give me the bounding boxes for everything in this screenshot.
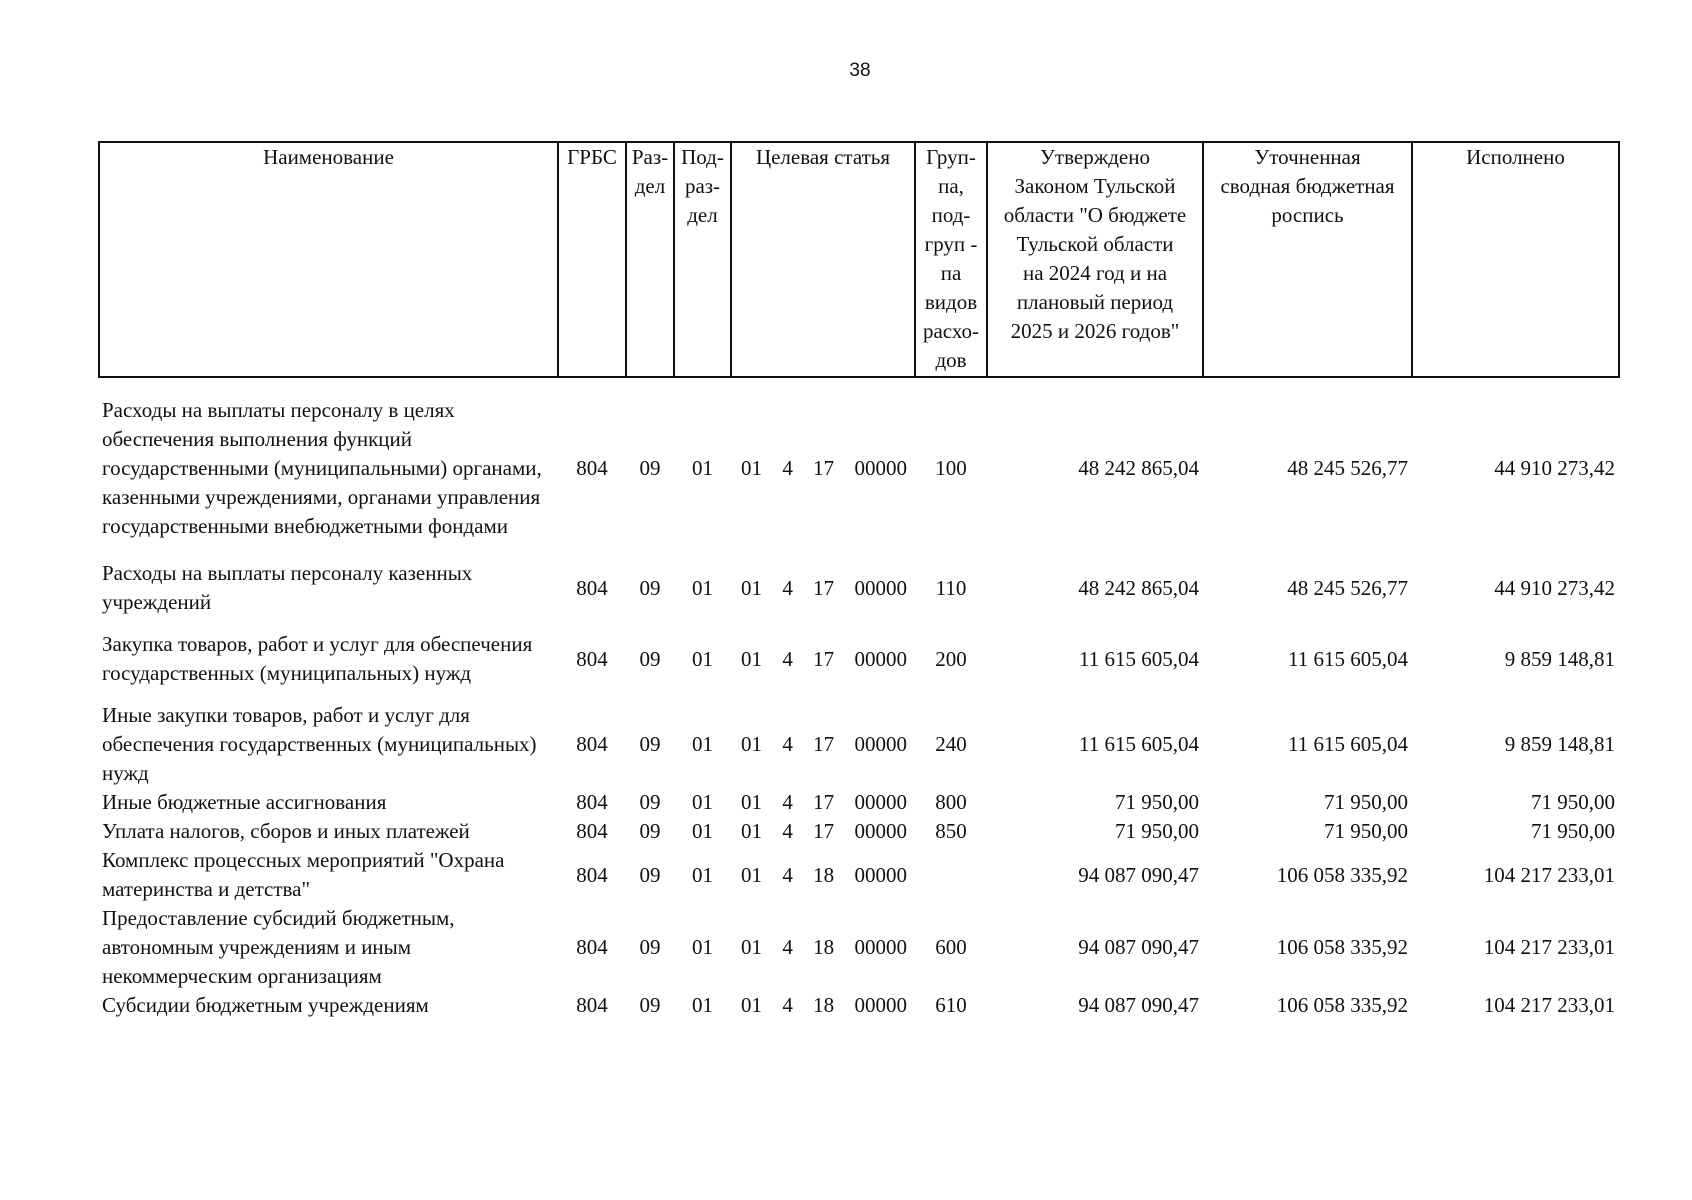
row-executed: 71 950,00 xyxy=(1531,819,1615,843)
target-program: 01 xyxy=(741,790,762,814)
row-approved: 48 242 865,04 xyxy=(1078,575,1199,600)
row-approved: 11 615 605,04 xyxy=(1079,646,1199,671)
row-target-article xyxy=(731,904,915,991)
row-expense-group xyxy=(915,846,987,904)
table-header xyxy=(99,142,1619,377)
row-approved: 71 950,00 xyxy=(1115,790,1199,814)
row-razdel: 09 xyxy=(639,862,661,887)
header-name: Наименование xyxy=(99,142,558,377)
table-body xyxy=(99,377,1619,1020)
target-complex: 18 xyxy=(813,993,835,1017)
row-target-article xyxy=(731,846,915,904)
row-grbs: 804 xyxy=(576,819,608,843)
row-razdel: 09 xyxy=(639,575,661,600)
row-executed: 104 217 233,01 xyxy=(1483,862,1615,887)
row-expense-group: 200 xyxy=(935,646,967,671)
row-razdel: 09 xyxy=(639,993,661,1017)
row-razdel: 09 xyxy=(639,935,661,959)
row-approved: 11 615 605,04 xyxy=(1079,732,1199,756)
target-complex: 17 xyxy=(813,456,835,480)
row-target-article xyxy=(731,991,915,1020)
target-type: 4 xyxy=(782,935,793,959)
target-complex: 17 xyxy=(813,819,835,843)
row-podrazdel: 01 xyxy=(692,935,713,959)
row-name: Комплекс процессных мероприятий "Охрана материнства и детства" xyxy=(102,848,505,901)
page-number: 38 xyxy=(849,60,871,81)
table-row xyxy=(99,846,1619,904)
row-approved: 94 087 090,47 xyxy=(1078,862,1199,887)
row-grbs: 804 xyxy=(576,456,608,480)
row-razdel: 09 xyxy=(639,819,661,843)
target-program: 01 xyxy=(741,575,762,600)
header-executed: Исполнено xyxy=(1412,142,1619,377)
row-expense-group: 610 xyxy=(935,993,967,1017)
row-podrazdel: 01 xyxy=(692,993,713,1017)
row-podrazdel: 01 xyxy=(692,790,713,814)
row-executed: 104 217 233,01 xyxy=(1483,935,1615,959)
target-type: 4 xyxy=(782,993,793,1017)
header-target-article: Целевая статья xyxy=(731,142,915,377)
row-razdel: 09 xyxy=(639,790,661,814)
header-approved: Утверждено Законом Тульской области "О бюджете Тульской области на 2024 год и на плановый период 2025 и 2026 годов" xyxy=(987,142,1203,377)
row-refined: 11 615 605,04 xyxy=(1288,646,1408,671)
row-grbs: 804 xyxy=(576,575,608,600)
row-refined: 106 058 335,92 xyxy=(1276,993,1408,1017)
target-complex: 18 xyxy=(813,935,835,959)
target-program: 01 xyxy=(741,732,762,756)
target-program: 01 xyxy=(741,819,762,843)
row-approved: 48 242 865,04 xyxy=(1078,456,1199,480)
row-approved: 94 087 090,47 xyxy=(1078,993,1199,1017)
row-executed: 44 910 273,42 xyxy=(1494,456,1615,480)
target-direction: 00000 xyxy=(854,575,907,600)
row-expense-group: 240 xyxy=(935,732,967,756)
target-direction: 00000 xyxy=(854,790,907,814)
row-podrazdel: 01 xyxy=(692,456,713,480)
row-grbs: 804 xyxy=(576,732,608,756)
target-program: 01 xyxy=(741,456,762,480)
row-executed: 9 859 148,81 xyxy=(1504,732,1615,756)
row-refined: 71 950,00 xyxy=(1324,819,1408,843)
target-type: 4 xyxy=(782,862,793,887)
table-row xyxy=(99,817,1619,846)
target-direction: 00000 xyxy=(854,732,907,756)
row-executed: 9 859 148,81 xyxy=(1504,646,1615,671)
row-grbs: 804 xyxy=(576,862,608,887)
row-grbs: 804 xyxy=(576,790,608,814)
row-name: Субсидии бюджетным учреждениям xyxy=(102,993,429,1017)
target-type: 4 xyxy=(782,575,793,600)
table-row xyxy=(99,904,1619,991)
target-direction: 00000 xyxy=(854,646,907,671)
header-razdel: Раз- дел xyxy=(626,142,674,377)
row-name: Предоставление субсидий бюджетным, автономным учреждениям и иным некоммерческим организациям xyxy=(102,906,455,988)
target-program: 01 xyxy=(741,993,762,1017)
row-grbs: 804 xyxy=(576,935,608,959)
row-name: Уплата налогов, сборов и иных платежей xyxy=(102,819,470,843)
row-razdel: 09 xyxy=(639,646,661,671)
target-type: 4 xyxy=(782,646,793,671)
row-expense-group: 800 xyxy=(935,790,967,814)
table-row xyxy=(99,788,1619,817)
row-target-article xyxy=(731,817,915,846)
target-complex: 17 xyxy=(813,646,835,671)
row-expense-group: 600 xyxy=(935,935,967,959)
target-program: 01 xyxy=(741,862,762,887)
row-expense-group: 100 xyxy=(935,456,967,480)
row-target-article xyxy=(731,559,915,617)
budget-table xyxy=(98,141,1620,1020)
row-podrazdel: 01 xyxy=(692,646,713,671)
target-direction: 00000 xyxy=(854,993,907,1017)
row-name: Расходы на выплаты персоналу казенных учреждений xyxy=(102,561,473,614)
row-expense-group: 850 xyxy=(935,819,967,843)
row-razdel: 09 xyxy=(639,732,661,756)
row-razdel: 09 xyxy=(639,456,661,480)
target-program: 01 xyxy=(741,935,762,959)
row-refined: 106 058 335,92 xyxy=(1276,862,1408,887)
header-refined: Уточненная сводная бюджетная роспись xyxy=(1203,142,1412,377)
row-podrazdel: 01 xyxy=(692,862,713,887)
row-name: Иные закупки товаров, работ и услуг для обеспечения государственных (муниципальных) нужд xyxy=(102,703,537,785)
row-grbs: 804 xyxy=(576,646,608,671)
row-refined: 71 950,00 xyxy=(1324,790,1408,814)
row-podrazdel: 01 xyxy=(692,819,713,843)
row-expense-group: 110 xyxy=(935,575,967,600)
row-podrazdel: 01 xyxy=(692,575,713,600)
target-program: 01 xyxy=(741,646,762,671)
target-direction: 00000 xyxy=(854,862,907,887)
target-complex: 17 xyxy=(813,732,835,756)
target-complex: 17 xyxy=(813,575,835,600)
target-complex: 17 xyxy=(813,790,835,814)
target-type: 4 xyxy=(782,732,793,756)
header-podrazdel: Под- раз- дел xyxy=(674,142,731,377)
row-grbs: 804 xyxy=(576,993,608,1017)
row-name: Расходы на выплаты персоналу в целях обеспечения выполнения функций государственными (муниципальными) органами, казенными учреждениями, органами управления государственными внебюджетными фондами xyxy=(102,398,542,538)
target-complex: 18 xyxy=(813,862,835,887)
row-refined: 48 245 526,77 xyxy=(1287,575,1408,600)
row-target-article xyxy=(731,701,915,788)
row-executed: 71 950,00 xyxy=(1531,790,1615,814)
row-approved: 94 087 090,47 xyxy=(1078,935,1199,959)
table-row xyxy=(99,701,1619,788)
row-executed: 104 217 233,01 xyxy=(1483,993,1615,1017)
target-direction: 00000 xyxy=(854,819,907,843)
row-executed: 44 910 273,42 xyxy=(1494,575,1615,600)
table-row xyxy=(99,991,1619,1020)
row-target-article xyxy=(731,617,915,701)
row-approved: 71 950,00 xyxy=(1115,819,1199,843)
row-refined: 48 245 526,77 xyxy=(1287,456,1408,480)
row-refined: 106 058 335,92 xyxy=(1276,935,1408,959)
row-name: Закупка товаров, работ и услуг для обеспечения государственных (муниципальных) нужд xyxy=(102,632,533,685)
row-target-article xyxy=(731,788,915,817)
row-name: Иные бюджетные ассигнования xyxy=(102,790,387,814)
table-row xyxy=(99,617,1619,701)
table-row xyxy=(99,559,1619,617)
target-type: 4 xyxy=(782,790,793,814)
row-refined: 11 615 605,04 xyxy=(1288,732,1408,756)
target-type: 4 xyxy=(782,456,793,480)
target-type: 4 xyxy=(782,819,793,843)
target-direction: 00000 xyxy=(854,456,907,480)
table-row xyxy=(99,377,1619,559)
row-podrazdel: 01 xyxy=(692,732,713,756)
header-expense-group: Груп- па, под- груп - па видов расхо- дов xyxy=(915,142,987,377)
row-target-article xyxy=(731,377,915,559)
target-direction: 00000 xyxy=(854,935,907,959)
header-grbs: ГРБС xyxy=(558,142,626,377)
